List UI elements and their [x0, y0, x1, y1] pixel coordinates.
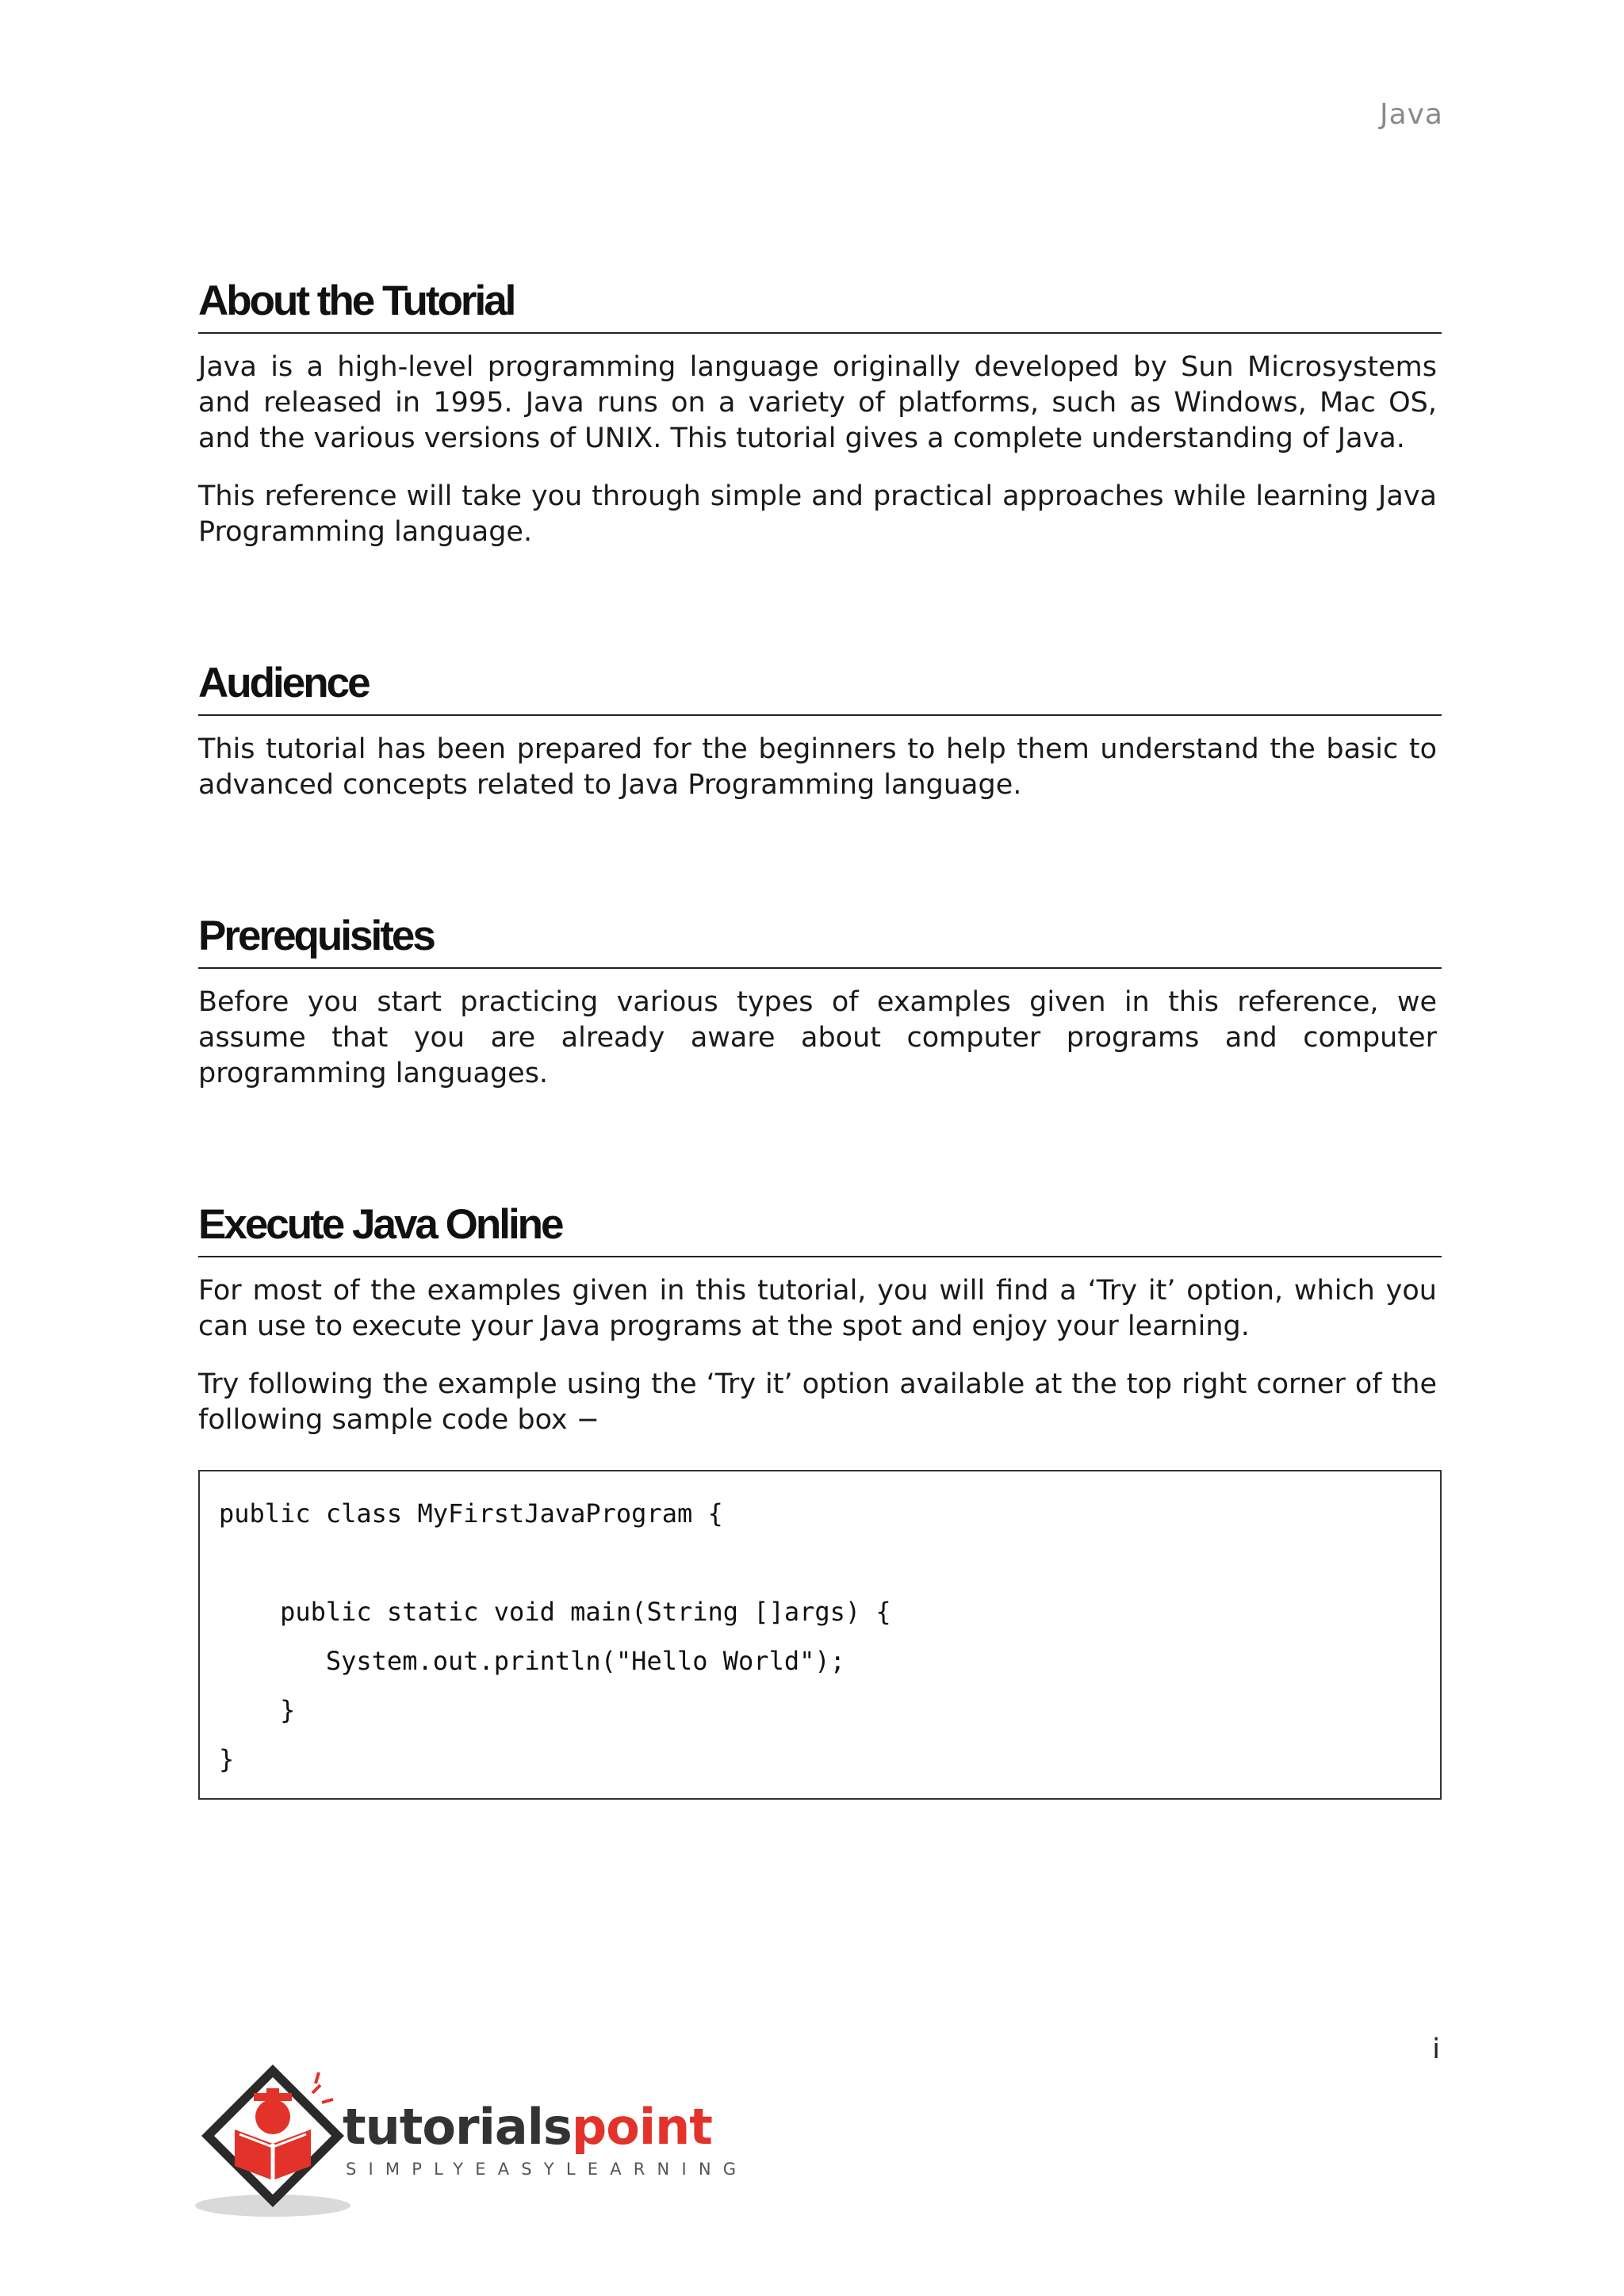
section-prerequisites: [198, 913, 1442, 1092]
section-about-tutorial: [198, 277, 1442, 550]
section-audience: [198, 660, 1442, 803]
running-header-title: Java: [1379, 98, 1443, 131]
code-line: public class MyFirstJavaProgram {: [219, 1498, 723, 1529]
paragraph: This reference will take you through simple and practical approaches while learning Java Programming language.: [198, 480, 1437, 548]
paragraph: For most of the examples given in this tutorial, you will find a ‘Try it’ option, which you can use to execute your Java programs at the spot and enjoy your learning.: [198, 1274, 1437, 1342]
code-line: public static void main(String []args) {: [219, 1596, 891, 1627]
logo-wordmark-part1: tutorials: [343, 2098, 572, 2156]
paragraph: Try following the example using the ‘Try it’ option available at the top right corner of the following sample code box −: [198, 1368, 1437, 1436]
code-sample-box: [198, 1470, 1442, 1800]
code-line: [219, 1538, 1421, 1587]
page-content: [198, 277, 1442, 1800]
code-line: System.out.println("Hello World");: [219, 1645, 845, 1676]
section-heading: Prerequisites: [198, 913, 1442, 969]
section-execute-java-online: [198, 1201, 1442, 1800]
tutorialspoint-logo-icon: [193, 2061, 360, 2220]
section-heading: About the Tutorial: [198, 277, 1442, 334]
logo-tagline: SIMPLYEASYLEARNING: [346, 2160, 749, 2179]
code-line: }: [219, 1694, 296, 1725]
tutorialspoint-logo: [193, 2061, 749, 2220]
logo-wordmark: [343, 2098, 712, 2156]
page-number: i: [1432, 2034, 1440, 2065]
code-line: }: [219, 1743, 235, 1774]
logo-wordmark-part2: point: [571, 2098, 712, 2156]
paragraph: Java is a high-level programming language originally developed by Sun Microsystems and released in 1995. Java runs on a variety of platforms, such as Windows, Mac OS, and the various versions of UNIX. This tutorial gives a complete understanding of Java.: [198, 350, 1437, 454]
section-heading: Execute Java Online: [198, 1201, 1442, 1257]
paragraph: Before you start practicing various types of examples given in this reference, we assume that you are already aware about computer programs and computer programming languages.: [198, 985, 1437, 1089]
paragraph: This tutorial has been prepared for the beginners to help them understand the basic to advanced concepts related to Java Programming language.: [198, 733, 1437, 801]
section-heading: Audience: [198, 660, 1442, 716]
